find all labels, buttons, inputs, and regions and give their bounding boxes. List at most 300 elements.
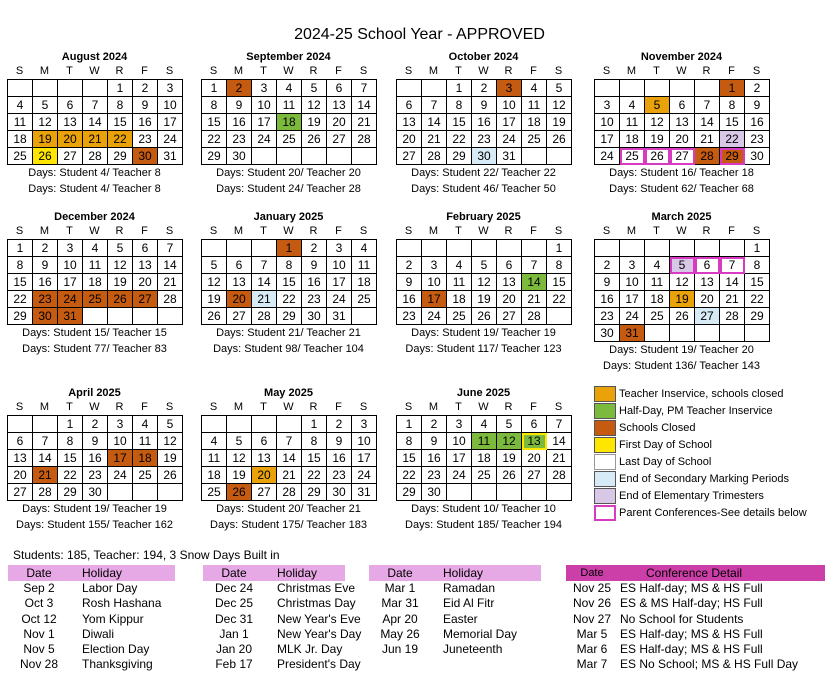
empty-cell: [547, 484, 572, 501]
day-cell: 24: [352, 467, 377, 484]
row-date: Dec 25: [214, 596, 254, 611]
day-cell: 1: [745, 240, 770, 257]
day-cell: 11: [645, 274, 670, 291]
day-cell: 22: [108, 131, 133, 148]
weekday-label: R: [115, 401, 124, 413]
day-cell: 5: [33, 97, 58, 114]
day-cell: 23: [302, 291, 327, 308]
month-name: March 2025: [651, 211, 712, 223]
day-cell: 22: [447, 131, 472, 148]
day-cell: 28: [252, 308, 277, 325]
table-row: [203, 581, 356, 596]
day-cell: 1: [547, 240, 572, 257]
day-cell: 17: [422, 291, 447, 308]
table-row: [203, 657, 361, 672]
legend-swatch: [594, 420, 616, 436]
row-name: ES Half-day; MS & HS Full: [620, 642, 763, 657]
day-cell: 4: [83, 240, 108, 257]
day-cell: 25: [277, 131, 302, 148]
weekday-header: [594, 64, 769, 79]
day-cell: 19: [158, 450, 183, 467]
day-cell: 16: [302, 274, 327, 291]
day-cell: 31: [352, 484, 377, 501]
row-name: Thanksgiving: [82, 657, 153, 672]
day-cell: 20: [397, 131, 422, 148]
day-cell: 2: [227, 80, 252, 97]
legend-item: [594, 403, 834, 420]
empty-cell: [252, 240, 277, 257]
weekday-label: S: [359, 65, 368, 77]
day-cell: 29: [277, 308, 302, 325]
weekday-header: [396, 224, 571, 239]
weekday-label: W: [89, 401, 100, 413]
day-grid: [7, 79, 183, 165]
day-cell: 3: [422, 257, 447, 274]
day-count: Days: Student 62/ Teacher 68: [609, 183, 754, 195]
row-date: Mar 7: [576, 657, 608, 672]
day-cell: 1: [8, 240, 33, 257]
day-cell: 22: [302, 467, 327, 484]
empty-cell: [397, 240, 422, 257]
day-cell: 5: [670, 257, 695, 274]
table-row: [8, 627, 175, 642]
weekday-label: W: [676, 225, 687, 237]
weekday-label: R: [702, 65, 711, 77]
empty-cell: [8, 80, 33, 97]
day-cell: 16: [595, 291, 620, 308]
day-cell: 6: [497, 257, 522, 274]
day-cell: 22: [277, 291, 302, 308]
legend-item: [594, 504, 834, 521]
day-cell: 20: [133, 274, 158, 291]
day-cell: 19: [497, 450, 522, 467]
day-cell: 21: [277, 467, 302, 484]
day-cell: 7: [277, 433, 302, 450]
day-count: Days: Student 136/ Teacher 143: [603, 360, 760, 372]
day-cell: 18: [352, 274, 377, 291]
day-cell: 24: [327, 291, 352, 308]
day-cell: 5: [227, 433, 252, 450]
day-cell: 11: [83, 257, 108, 274]
month-calendar: [7, 210, 182, 357]
day-cell: 26: [670, 308, 695, 325]
weekday-label: R: [504, 65, 513, 77]
weekday-label: T: [653, 225, 660, 237]
weekday-label: M: [233, 225, 244, 237]
weekday-header: [396, 64, 571, 79]
weekday-label: M: [626, 225, 637, 237]
weekday-header: [7, 400, 182, 415]
year-summary: Students: 185, Teacher: 194, 3 Snow Days Built in: [13, 548, 280, 562]
day-cell: 4: [133, 416, 158, 433]
day-cell: 28: [352, 131, 377, 148]
day-cell: 27: [8, 484, 33, 501]
weekday-label: F: [141, 225, 148, 237]
empty-cell: [497, 484, 522, 501]
weekday-label: S: [404, 225, 413, 237]
month-calendar: [201, 210, 376, 357]
month-name: December 2024: [54, 211, 135, 223]
day-cell: 21: [33, 467, 58, 484]
day-cell: 9: [83, 433, 108, 450]
legend-item: [594, 420, 834, 437]
day-cell: 4: [472, 416, 497, 433]
day-cell: 29: [58, 484, 83, 501]
weekday-label: M: [39, 225, 50, 237]
day-grid: [201, 415, 377, 501]
table-row: [369, 596, 541, 611]
empty-cell: [227, 240, 252, 257]
day-cell: 19: [472, 291, 497, 308]
day-cell: 12: [497, 433, 522, 450]
day-cell: 7: [83, 97, 108, 114]
day-cell: 24: [252, 131, 277, 148]
day-cell: 7: [422, 97, 447, 114]
day-cell: 6: [58, 97, 83, 114]
weekday-label: F: [530, 65, 537, 77]
weekday-label: F: [335, 65, 342, 77]
empty-cell: [720, 240, 745, 257]
weekday-label: M: [428, 225, 439, 237]
legend-item: [594, 386, 834, 403]
empty-cell: [745, 325, 770, 342]
day-cell: 3: [497, 80, 522, 97]
weekday-label: W: [89, 65, 100, 77]
day-cell: 27: [695, 308, 720, 325]
day-cell: 2: [595, 257, 620, 274]
day-cell: 14: [352, 97, 377, 114]
empty-cell: [695, 325, 720, 342]
row-name: Juneteenth: [443, 642, 503, 657]
day-cell: 27: [227, 308, 252, 325]
day-cell: 19: [302, 114, 327, 131]
day-cell: 15: [277, 274, 302, 291]
day-cell: 11: [133, 433, 158, 450]
day-cell: 12: [670, 274, 695, 291]
month-calendar: [396, 386, 571, 533]
weekday-label: F: [335, 225, 342, 237]
day-cell: 15: [108, 114, 133, 131]
day-cell: 14: [522, 274, 547, 291]
day-cell: 15: [302, 450, 327, 467]
day-cell: 17: [108, 450, 133, 467]
day-cell: 3: [58, 240, 83, 257]
day-cell: 29: [8, 308, 33, 325]
weekday-label: M: [39, 65, 50, 77]
day-cell: 27: [497, 308, 522, 325]
day-cell: 17: [352, 450, 377, 467]
empty-cell: [133, 308, 158, 325]
day-cell: 20: [695, 291, 720, 308]
day-cell: 21: [422, 131, 447, 148]
weekday-label: M: [428, 401, 439, 413]
day-cell: 2: [327, 416, 352, 433]
day-cell: 23: [595, 308, 620, 325]
day-cell: 11: [277, 97, 302, 114]
row-name: No School for Students: [620, 611, 744, 626]
day-cell: 11: [472, 433, 497, 450]
day-cell: 2: [397, 257, 422, 274]
day-cell: 16: [472, 114, 497, 131]
day-cell: 8: [58, 433, 83, 450]
empty-cell: [327, 148, 352, 165]
weekday-label: W: [478, 65, 489, 77]
weekday-label: R: [309, 401, 318, 413]
day-cell: 30: [595, 325, 620, 342]
row-name: Christmas Eve: [277, 581, 356, 595]
empty-cell: [158, 308, 183, 325]
day-cell: 17: [497, 114, 522, 131]
day-cell: 10: [422, 274, 447, 291]
day-cell: 28: [277, 484, 302, 501]
legend-label: End of Elementary Trimesters: [619, 489, 764, 502]
day-cell: 16: [397, 291, 422, 308]
day-cell: 12: [202, 274, 227, 291]
day-count: Days: Student 10/ Teacher 10: [411, 503, 556, 515]
day-cell: 20: [252, 467, 277, 484]
month-name: February 2025: [446, 211, 521, 223]
day-cell: 4: [277, 80, 302, 97]
day-cell: 5: [472, 257, 497, 274]
day-cell: 3: [352, 416, 377, 433]
day-cell: 2: [302, 240, 327, 257]
day-cell: 10: [58, 257, 83, 274]
day-cell: 24: [158, 131, 183, 148]
month-calendar: [396, 50, 571, 197]
day-count: Days: Student 98/ Teacher 104: [213, 343, 364, 355]
day-cell: 23: [397, 308, 422, 325]
empty-cell: [472, 484, 497, 501]
weekday-label: R: [309, 225, 318, 237]
day-cell: 6: [133, 240, 158, 257]
day-cell: 5: [108, 240, 133, 257]
day-cell: 8: [202, 97, 227, 114]
row-name: Easter: [443, 611, 478, 626]
legend-swatch: [594, 454, 616, 470]
weekday-label: M: [39, 401, 50, 413]
day-cell: 3: [620, 257, 645, 274]
day-cell: 24: [58, 291, 83, 308]
table-row: [369, 581, 541, 596]
day-cell: 18: [202, 467, 227, 484]
legend-label: Parent Conferences-See details below: [619, 506, 807, 519]
day-cell: 9: [595, 274, 620, 291]
day-cell: 2: [472, 80, 497, 97]
weekday-label: R: [504, 401, 513, 413]
row-date: Nov 5: [23, 642, 55, 657]
header-holiday: Conference Detail: [646, 566, 743, 580]
day-cell: 27: [252, 484, 277, 501]
table-row: [566, 642, 825, 657]
day-cell: 13: [327, 97, 352, 114]
empty-cell: [447, 484, 472, 501]
legend-label: Schools Closed: [619, 422, 696, 435]
day-cell: 25: [133, 467, 158, 484]
day-cell: 19: [33, 131, 58, 148]
empty-cell: [522, 148, 547, 165]
day-cell: 9: [302, 257, 327, 274]
day-cell: 12: [302, 97, 327, 114]
weekday-label: F: [530, 401, 537, 413]
weekday-header: [201, 400, 376, 415]
day-cell: 12: [227, 450, 252, 467]
row-date: Mar 31: [381, 596, 419, 611]
empty-cell: [472, 240, 497, 257]
day-cell: 12: [33, 114, 58, 131]
day-cell: 30: [327, 484, 352, 501]
legend-swatch: [594, 437, 616, 453]
month-calendar: [594, 50, 769, 197]
day-cell: 18: [447, 291, 472, 308]
day-cell: 7: [252, 257, 277, 274]
month-calendar: [201, 386, 376, 533]
day-cell: 13: [522, 433, 547, 450]
day-cell: 11: [447, 274, 472, 291]
row-date: Nov 25: [572, 581, 612, 595]
weekday-header: [396, 400, 571, 415]
weekday-label: S: [15, 401, 24, 413]
table-row: [566, 581, 825, 596]
empty-cell: [522, 484, 547, 501]
row-name: New Year's Day: [277, 626, 362, 641]
day-cell: 30: [227, 148, 252, 165]
day-grid: [594, 79, 770, 165]
empty-cell: [397, 80, 422, 97]
day-cell: 25: [83, 291, 108, 308]
header-date: Date: [580, 567, 604, 579]
table-row: [369, 612, 541, 627]
day-cell: 28: [720, 308, 745, 325]
day-cell: 7: [33, 433, 58, 450]
day-cell: 23: [227, 131, 252, 148]
day-count: Days: Student 175/ Teacher 183: [210, 519, 367, 531]
holiday-table: [8, 565, 175, 673]
day-cell: 21: [695, 131, 720, 148]
day-cell: 3: [447, 416, 472, 433]
weekday-label: W: [283, 401, 294, 413]
day-cell: 8: [302, 433, 327, 450]
weekday-header: [594, 224, 769, 239]
day-cell: 1: [447, 80, 472, 97]
row-name: Ramadan: [443, 581, 496, 595]
day-cell: 9: [472, 97, 497, 114]
day-count: Days: Student 46/ Teacher 50: [411, 183, 556, 195]
day-cell: 3: [108, 416, 133, 433]
day-cell: 14: [720, 274, 745, 291]
legend-label: Half-Day, PM Teacher Inservice: [619, 405, 773, 418]
day-cell: 31: [620, 325, 645, 342]
day-cell: 24: [108, 467, 133, 484]
day-grid: [201, 79, 377, 165]
day-cell: 13: [58, 114, 83, 131]
day-cell: 21: [352, 114, 377, 131]
day-cell: 25: [522, 131, 547, 148]
day-cell: 9: [745, 97, 770, 114]
day-count: Days: Student 22/ Teacher 22: [411, 167, 556, 179]
row-name: Yom Kippur: [82, 611, 144, 626]
row-date: Feb 17: [215, 657, 253, 672]
row-name: New Year's Eve: [277, 611, 361, 626]
day-grid: [594, 239, 770, 342]
empty-cell: [158, 484, 183, 501]
day-cell: 3: [327, 240, 352, 257]
day-cell: 9: [397, 274, 422, 291]
day-cell: 24: [497, 131, 522, 148]
day-cell: 30: [302, 308, 327, 325]
day-cell: 23: [83, 467, 108, 484]
month-name: January 2025: [253, 211, 324, 223]
day-cell: 29: [397, 484, 422, 501]
day-cell: 21: [158, 274, 183, 291]
day-cell: 10: [447, 433, 472, 450]
day-cell: 16: [227, 114, 252, 131]
day-cell: 10: [327, 257, 352, 274]
empty-cell: [645, 325, 670, 342]
day-cell: 16: [745, 114, 770, 131]
table-header: [369, 565, 541, 581]
empty-cell: [547, 148, 572, 165]
weekday-header: [7, 64, 182, 79]
day-cell: 8: [547, 257, 572, 274]
day-cell: 23: [472, 131, 497, 148]
weekday-label: S: [209, 225, 218, 237]
empty-cell: [595, 80, 620, 97]
day-cell: 25: [8, 148, 33, 165]
legend-swatch: [594, 386, 616, 402]
day-cell: 13: [695, 274, 720, 291]
empty-cell: [522, 240, 547, 257]
day-cell: 13: [8, 450, 33, 467]
row-name: Labor Day: [82, 581, 138, 595]
table-row: [8, 612, 175, 627]
empty-cell: [670, 240, 695, 257]
day-cell: 30: [83, 484, 108, 501]
weekday-label: S: [165, 401, 174, 413]
day-cell: 29: [745, 308, 770, 325]
month-calendar: [201, 50, 376, 197]
day-cell: 22: [547, 291, 572, 308]
row-name: ES No School; MS & HS Full Day: [620, 657, 799, 672]
day-cell: 26: [33, 148, 58, 165]
day-cell: 22: [202, 131, 227, 148]
weekday-label: S: [404, 401, 413, 413]
day-cell: 16: [33, 274, 58, 291]
day-count: Days: Student 4/ Teacher 8: [28, 167, 161, 179]
day-cell: 10: [497, 97, 522, 114]
day-cell: 6: [227, 257, 252, 274]
weekday-label: T: [455, 401, 462, 413]
day-cell: 15: [58, 450, 83, 467]
row-date: Mar 1: [384, 581, 416, 595]
day-cell: 11: [202, 450, 227, 467]
day-cell: 1: [202, 80, 227, 97]
day-cell: 8: [397, 433, 422, 450]
day-cell: 26: [472, 308, 497, 325]
day-cell: 6: [670, 97, 695, 114]
day-cell: 29: [202, 148, 227, 165]
day-cell: 27: [522, 467, 547, 484]
weekday-label: R: [115, 65, 124, 77]
holiday-table: [369, 565, 541, 657]
weekday-label: F: [728, 225, 735, 237]
weekday-label: T: [455, 65, 462, 77]
day-cell: 15: [397, 450, 422, 467]
empty-cell: [352, 308, 377, 325]
day-cell: 9: [327, 433, 352, 450]
day-cell: 7: [522, 257, 547, 274]
day-cell: 4: [202, 433, 227, 450]
table-row: [203, 596, 356, 611]
